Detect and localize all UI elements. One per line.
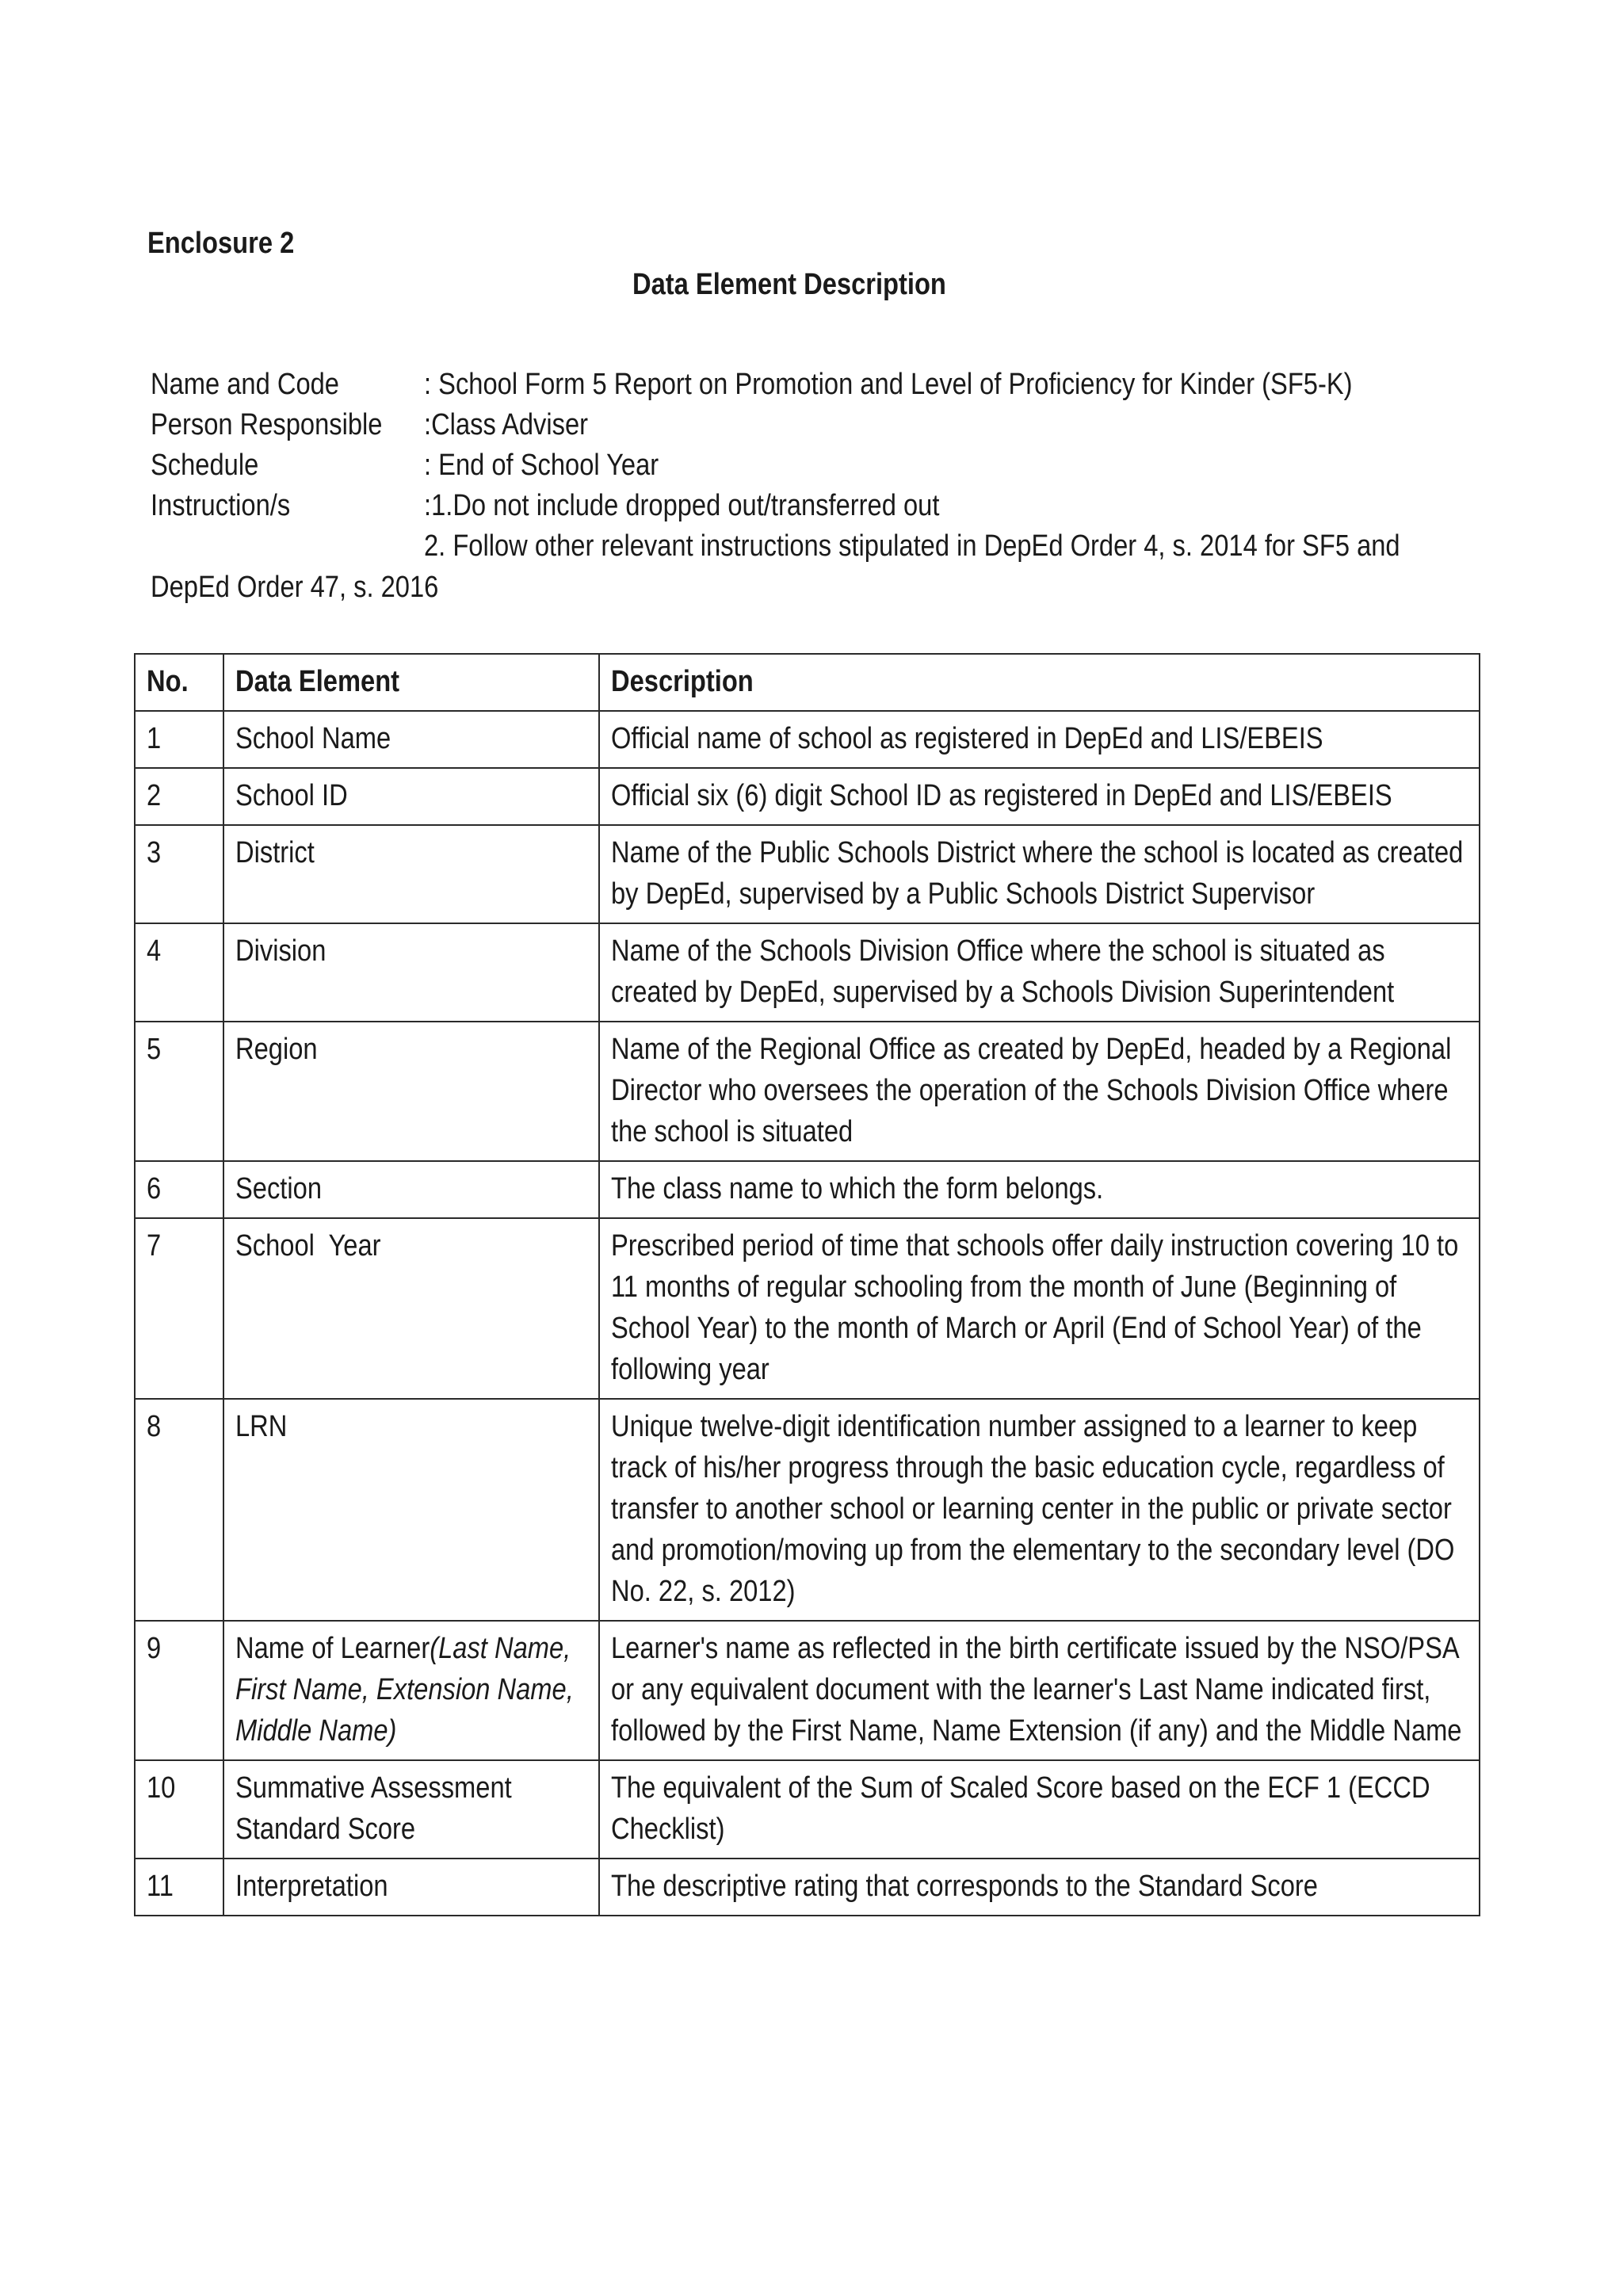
table-header-row <box>135 654 1480 711</box>
row-number: 6 <box>135 1161 223 1218</box>
header-description: Description <box>599 654 1480 711</box>
row-element: Division <box>223 923 599 1022</box>
row-element: Interpretation <box>223 1859 599 1916</box>
schedule-value: : End of School Year <box>424 449 659 482</box>
row-description: Unique twelve-digit identification number assigned to a learner to keep track of his/her progress through the basic education cycle, regardless of transfer to another school or learning center in the public or private sector and promotion/moving up from the elementary to the secondary level (DO No. 22, s. 2012) <box>599 1399 1480 1621</box>
row-element: Region <box>223 1022 599 1161</box>
instructions-value-2: 2. Follow other relevant instructions stipulated in DepEd Order 4, s. 2014 for SF5 and <box>424 529 1400 563</box>
header-no: No. <box>135 654 223 711</box>
instructions-continuation: DepEd Order 47, s. 2016 <box>151 571 439 604</box>
row-number: 10 <box>135 1760 223 1859</box>
row-description: Official six (6) digit School ID as registered in DepEd and LIS/EBEIS <box>599 768 1480 825</box>
row-element: School ID <box>223 768 599 825</box>
row-number: 9 <box>135 1621 223 1760</box>
name-code-label: Name and Code <box>151 368 339 401</box>
name-code-value: : School Form 5 Report on Promotion and Level of Proficiency for Kinder (SF5-K) <box>424 368 1353 401</box>
table-row <box>135 768 1480 825</box>
row-element: LRN <box>223 1399 599 1621</box>
row-number: 3 <box>135 825 223 923</box>
table-row <box>135 923 1480 1022</box>
row-description: The equivalent of the Sum of Scaled Score based on the ECF 1 (ECCD Checklist) <box>599 1760 1480 1859</box>
table-row <box>135 1399 1480 1621</box>
row-description: Prescribed period of time that schools offer daily instruction covering 10 to 11 months of regular schooling from the month of June (Beginning of School Year) to the month of March or April (End of School Year) of the following year <box>599 1218 1480 1399</box>
row-description: Name of the Schools Division Office where the school is situated as created by DepEd, supervised by a Schools Division Superintendent <box>599 923 1480 1022</box>
learner-name-label: Name of Learner <box>235 1632 430 1665</box>
table-row <box>135 1022 1480 1161</box>
table-row <box>135 825 1480 923</box>
row-number: 8 <box>135 1399 223 1621</box>
schedule-label: Schedule <box>151 449 259 482</box>
header-data-element: Data Element <box>223 654 599 711</box>
row-description: Official name of school as registered in DepEd and LIS/EBEIS <box>599 711 1480 768</box>
row-description: Name of the Regional Office as created by DepEd, headed by a Regional Director who oversees the operation of the Schools Division Office where the school is situated <box>599 1022 1480 1161</box>
row-number: 7 <box>135 1218 223 1399</box>
table-row <box>135 1621 1480 1760</box>
data-element-table <box>134 653 1480 1916</box>
row-element <box>223 1621 599 1760</box>
person-responsible-value: :Class Adviser <box>424 408 589 441</box>
row-number: 4 <box>135 923 223 1022</box>
document-title: Data Element Description <box>632 268 946 301</box>
row-description: The class name to which the form belongs. <box>599 1161 1480 1218</box>
row-element: Section <box>223 1161 599 1218</box>
row-description: Learner's name as reflected in the birth certificate issued by the NSO/PSA or any equivalent document with the learner's Last Name indicated first, followed by the First Name, Name Extension (if any) and the Middle Name <box>599 1621 1480 1760</box>
row-element: Summative Assessment Standard Score <box>223 1760 599 1859</box>
learner-name-format: (Last Name, First Name, Extension Name, Middle Name) <box>235 1632 574 1748</box>
row-description: Name of the Public Schools District where the school is located as created by DepEd, supervised by a Public Schools District Supervisor <box>599 825 1480 923</box>
row-number: 5 <box>135 1022 223 1161</box>
enclosure-label: Enclosure 2 <box>147 227 295 260</box>
person-responsible-label: Person Responsible <box>151 408 383 441</box>
row-number: 2 <box>135 768 223 825</box>
table-row <box>135 1161 1480 1218</box>
row-number: 11 <box>135 1859 223 1916</box>
table-row <box>135 1859 1480 1916</box>
row-element: District <box>223 825 599 923</box>
instructions-label: Instruction/s <box>151 489 291 522</box>
row-element: School Name <box>223 711 599 768</box>
table-row <box>135 711 1480 768</box>
row-number: 1 <box>135 711 223 768</box>
table-row <box>135 1218 1480 1399</box>
row-description: The descriptive rating that corresponds to the Standard Score <box>599 1859 1480 1916</box>
row-element: School Year <box>223 1218 599 1399</box>
instructions-value-1: :1.Do not include dropped out/transferred out <box>424 489 940 522</box>
table-row <box>135 1760 1480 1859</box>
